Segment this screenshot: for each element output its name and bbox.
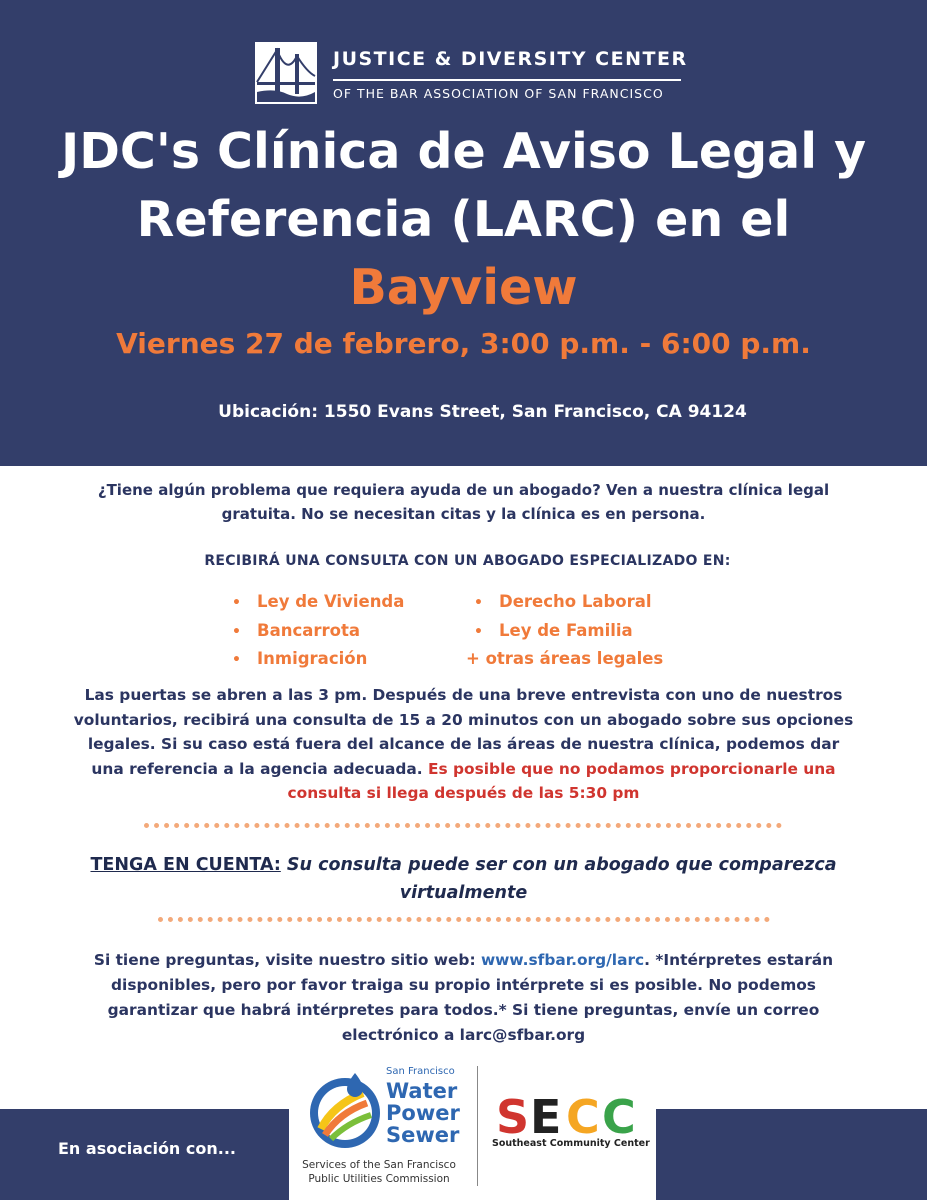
secc-logo [496,1093,642,1137]
note-block [70,851,857,907]
consult-heading: RECIBIRÁ UNA CONSULTA CON UN ABOGADO ESPECIALIZADO EN: [204,553,731,569]
header-banner [0,0,927,466]
sfpuc-water-drop-logo-icon [303,1067,388,1152]
sfpuc-city: San Francisco [386,1066,455,1077]
jdc-logo [255,42,688,104]
list-item [232,645,404,674]
list-item [466,588,663,617]
secc-letter-c2: C [602,1093,636,1137]
bullet-icon: • [232,595,241,611]
title-line-2: Referencia (LARC) en el [136,191,791,248]
sfpuc-caption: Services of the San Francisco Public Utilities Commission [302,1159,456,1185]
details-text: Las puertas se abren a las 3 pm. Después de una breve entrevista con uno de nuestros voluntarios, recibirá una consulta de 15 a 20 minutos con un abogado sobre sus opciones legales. Si su caso está fuera del alcance de las áreas de nuestra clínica, podemos dar una referencia a la agencia adecuada. [73,686,854,778]
questions-rest: . *Intérpretes estarán disponibles, pero por favor traiga su propio intérprete si es posible. No podemos garantizar que habrá intérpretes para todos.* Si tiene preguntas, envíe un correo electrónico a larc@sfbar.org [107,951,834,1044]
practice-areas-left [232,588,404,674]
logo-divider-vertical [477,1066,478,1186]
bullet-icon: • [474,623,483,640]
area-label: Ley de Familia [499,620,633,640]
area-more-label: + otras áreas legales [466,649,664,668]
event-location: Ubicación: 1550 Evans Street, San Francisco, CA 94124 [218,402,747,422]
list-item [466,617,663,646]
org-name: JUSTICE & DIVERSITY CENTER [333,48,688,70]
clinic-details [70,683,857,806]
title-line-1: JDC's Clínica de Aviso Legal y [60,123,867,180]
event-date-time: Viernes 27 de febrero, 3:00 p.m. - 6:00 p.m. [116,327,811,360]
list-item [232,617,404,646]
org-subtitle: OF THE BAR ASSOCIATION OF SAN FRANCISCO [333,86,664,101]
late-arrival-warning: Es posible que no podamos proporcionarle una consulta si llega después de las 5:30 pm [287,759,836,802]
sfpuc-names [386,1080,460,1146]
secc-letter-c1: C [566,1093,600,1137]
practice-areas-right [466,588,663,674]
note-label: TENGA EN CUENTA: [90,855,281,875]
questions-intro: Si tiene preguntas, visite nuestro sitio web: [93,951,481,969]
area-label: Inmigración [257,649,368,668]
sfpuc-name-sewer: Sewer [386,1123,460,1147]
questions-text [75,948,852,1048]
bullet-icon: • [232,652,241,668]
dotted-divider [144,823,782,828]
area-label: Bancarrota [257,620,361,640]
dotted-divider [158,917,770,922]
bullet-icon: • [474,595,483,611]
intro-text: ¿Tiene algún problema que requiera ayuda de un abogado? Ven a nuestra clínica legal gratuita. No se necesitan citas y la clínica es en persona. [97,481,830,523]
title-accent: Bayview [349,259,578,316]
page-title [0,118,927,322]
area-label: Ley de Vivienda [257,592,405,611]
area-label: Derecho Laboral [499,592,652,611]
note-text: Su consulta puede ser con un abogado que comparezca virtualmente [286,855,837,903]
golden-gate-bridge-logo-icon [255,42,317,104]
bullet-icon: • [232,623,241,640]
secc-letter-e: E [530,1093,562,1137]
logo-divider [333,79,681,81]
secc-name: Southeast Community Center [492,1138,650,1149]
list-item [466,645,663,674]
partners-label: En asociación con... [58,1139,236,1158]
list-item [232,588,404,617]
sfpuc-name-water: Water [386,1079,458,1103]
sfpuc-name-power: Power [386,1101,460,1125]
secc-letter-s: S [496,1093,530,1137]
website-link[interactable]: www.sfbar.org/larc [480,951,645,969]
